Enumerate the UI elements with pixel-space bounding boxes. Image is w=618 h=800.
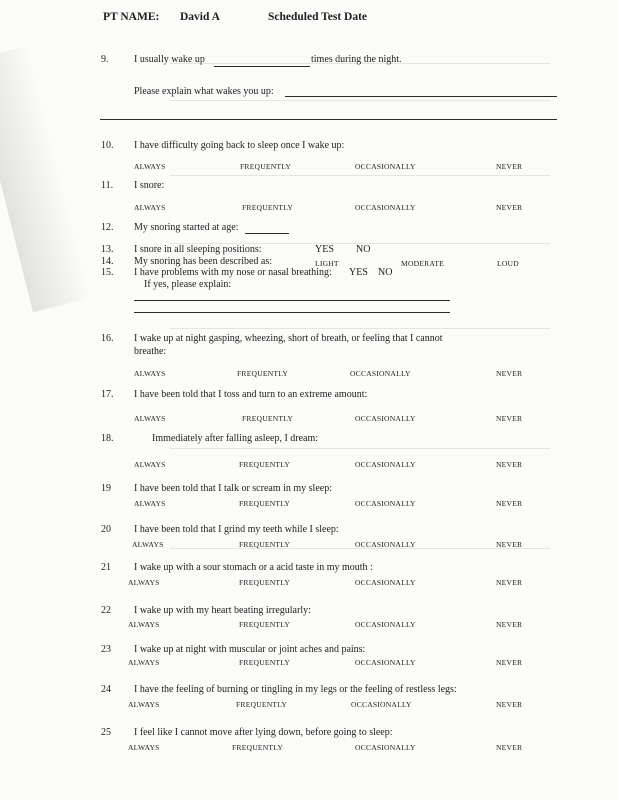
q24-text: I have the feeling of burning or tingling in my legs or the feeling of restless legs:	[134, 684, 457, 695]
q18-options	[0, 460, 618, 472]
q23-option-never[interactable]: NEVER	[496, 658, 523, 667]
q18-option-always[interactable]: ALWAYS	[134, 460, 166, 469]
q11-option-frequently[interactable]: FREQUENTLY	[242, 203, 294, 212]
q9-explain-label: Please explain what wakes you up:	[134, 86, 274, 97]
q21-options	[0, 578, 618, 590]
q25-text: I feel like I cannot move after lying down, before going to sleep:	[134, 727, 393, 738]
q12-text: My snoring started at age:	[134, 222, 239, 233]
q24-number: 24	[101, 684, 111, 695]
q18-number: 18.	[101, 433, 114, 444]
q24-option-always[interactable]: ALWAYS	[128, 700, 160, 709]
q15-sub-label: If yes, please explain:	[144, 279, 232, 290]
q15-explain-field-2[interactable]	[134, 312, 450, 313]
q25-number: 25	[101, 727, 111, 738]
bleed-line	[170, 328, 550, 329]
q24-option-occasionally[interactable]: OCCASIONALLY	[351, 700, 412, 709]
q9-text-b: times during the night.	[311, 54, 402, 65]
q25-option-frequently[interactable]: FREQUENTLY	[232, 743, 284, 752]
q14-loud[interactable]: LOUD	[497, 259, 519, 268]
q13-number: 13.	[101, 244, 114, 255]
q19-text: I have been told that I talk or scream in my sleep:	[134, 483, 332, 494]
q22-option-frequently[interactable]: FREQUENTLY	[239, 620, 291, 629]
scheduled-test-date-label: Scheduled Test Date	[268, 11, 368, 23]
q10-number: 10.	[101, 140, 114, 151]
q10-options	[0, 162, 618, 174]
q22-option-always[interactable]: ALWAYS	[128, 620, 160, 629]
q23-option-occasionally[interactable]: OCCASIONALLY	[355, 658, 416, 667]
bleed-line	[170, 100, 550, 101]
q11-option-occasionally[interactable]: OCCASIONALLY	[355, 203, 416, 212]
q25-option-always[interactable]: ALWAYS	[128, 743, 160, 752]
q10-option-frequently[interactable]: FREQUENTLY	[240, 162, 292, 171]
q19-option-frequently[interactable]: FREQUENTLY	[239, 499, 291, 508]
bleed-line	[170, 448, 550, 449]
q23-text: I wake up at night with muscular or joint aches and pains:	[134, 644, 366, 655]
q21-option-always[interactable]: ALWAYS	[128, 578, 160, 587]
q24-option-frequently[interactable]: FREQUENTLY	[236, 700, 288, 709]
q9-text-a: I usually wake up	[134, 54, 205, 65]
q16-number: 16.	[101, 333, 114, 344]
q21-option-never[interactable]: NEVER	[496, 578, 523, 587]
q16-option-always[interactable]: ALWAYS	[134, 369, 166, 378]
q23-option-frequently[interactable]: FREQUENTLY	[239, 658, 291, 667]
q16-text-a: I wake up at night gasping, wheezing, short of breath, or feeling that I cannot	[134, 333, 443, 344]
q19-option-occasionally[interactable]: OCCASIONALLY	[355, 499, 416, 508]
q14-text: My snoring has been described as:	[134, 256, 273, 267]
q18-option-frequently[interactable]: FREQUENTLY	[239, 460, 291, 469]
q25-option-never[interactable]: NEVER	[496, 743, 523, 752]
q14-number: 14.	[101, 256, 114, 267]
q11-text: I snore:	[134, 180, 165, 191]
q19-option-always[interactable]: ALWAYS	[134, 499, 166, 508]
q17-text: I have been told that I toss and turn to an extreme amount:	[134, 389, 368, 400]
q22-option-never[interactable]: NEVER	[496, 620, 523, 629]
q14-moderate[interactable]: MODERATE	[401, 259, 444, 268]
q9-number: 9.	[101, 54, 109, 65]
q17-option-occasionally[interactable]: OCCASIONALLY	[355, 414, 416, 423]
q11-number: 11.	[101, 180, 114, 191]
q17-number: 17.	[101, 389, 114, 400]
q23-option-always[interactable]: ALWAYS	[128, 658, 160, 667]
q13-no[interactable]: NO	[356, 244, 371, 255]
pt-name-label: PT NAME:	[103, 11, 160, 23]
q12-age-field[interactable]	[245, 233, 289, 234]
q23-number: 23	[101, 644, 111, 655]
q20-option-never[interactable]: NEVER	[496, 540, 523, 549]
q24-option-never[interactable]: NEVER	[496, 700, 523, 709]
q16-text-b: breathe:	[134, 346, 167, 357]
q20-option-always[interactable]: ALWAYS	[132, 540, 164, 549]
q15-no[interactable]: NO	[378, 267, 393, 278]
q20-number: 20	[101, 524, 111, 535]
q17-option-always[interactable]: ALWAYS	[134, 414, 166, 423]
q15-text: I have problems with my nose or nasal breathing:	[134, 267, 332, 278]
q25-options	[0, 743, 618, 755]
q21-option-frequently[interactable]: FREQUENTLY	[239, 578, 291, 587]
q10-option-never[interactable]: NEVER	[496, 162, 523, 171]
q22-number: 22	[101, 605, 111, 616]
q9-explain-field-2[interactable]	[100, 119, 557, 120]
scan-shadow	[0, 45, 91, 312]
q11-option-never[interactable]: NEVER	[496, 203, 523, 212]
q10-text: I have difficulty going back to sleep once I wake up:	[134, 140, 345, 151]
q17-option-frequently[interactable]: FREQUENTLY	[242, 414, 294, 423]
q21-option-occasionally[interactable]: OCCASIONALLY	[355, 578, 416, 587]
q20-options	[0, 540, 618, 552]
q9-wake-count-field[interactable]	[214, 66, 310, 67]
q9-explain-field[interactable]	[285, 96, 557, 97]
q10-option-occasionally[interactable]: OCCASIONALLY	[355, 162, 416, 171]
q23-options	[0, 658, 618, 670]
q20-option-frequently[interactable]: FREQUENTLY	[239, 540, 291, 549]
q14-light[interactable]: LIGHT	[315, 259, 339, 268]
pt-name-value: David A	[180, 11, 220, 23]
bleed-line	[170, 175, 550, 176]
q10-option-always[interactable]: ALWAYS	[134, 162, 166, 171]
q12-number: 12.	[101, 222, 114, 233]
q15-number: 15.	[101, 267, 114, 278]
q18-option-never[interactable]: NEVER	[496, 460, 523, 469]
q16-options	[0, 369, 618, 381]
q18-text: Immediately after falling asleep, I dream:	[152, 433, 319, 444]
q22-option-occasionally[interactable]: OCCASIONALLY	[355, 620, 416, 629]
q16-option-occasionally[interactable]: OCCASIONALLY	[350, 369, 411, 378]
q22-text: I wake up with my heart beating irregularly:	[134, 605, 311, 616]
q16-option-never[interactable]: NEVER	[496, 369, 523, 378]
q17-options	[0, 414, 618, 426]
q22-options	[0, 620, 618, 632]
q19-option-never[interactable]: NEVER	[496, 499, 523, 508]
q13-yes[interactable]: YES	[315, 244, 334, 255]
q17-option-never[interactable]: NEVER	[496, 414, 523, 423]
q19-number: 19	[101, 483, 111, 494]
q19-options	[0, 499, 618, 511]
q20-text: I have been told that I grind my teeth while I sleep:	[134, 524, 339, 535]
q11-options	[0, 203, 618, 215]
q15-yes[interactable]: YES	[349, 267, 368, 278]
q13-text: I snore in all sleeping positions:	[134, 244, 262, 255]
q21-text: I wake up with a sour stomach or a acid taste in my mouth :	[134, 562, 373, 573]
q21-number: 21	[101, 562, 111, 573]
q11-option-always[interactable]: ALWAYS	[134, 203, 166, 212]
q25-option-occasionally[interactable]: OCCASIONALLY	[355, 743, 416, 752]
q18-option-occasionally[interactable]: OCCASIONALLY	[355, 460, 416, 469]
q16-option-frequently[interactable]: FREQUENTLY	[237, 369, 289, 378]
q15-explain-field[interactable]	[134, 300, 450, 301]
q20-option-occasionally[interactable]: OCCASIONALLY	[355, 540, 416, 549]
q24-options	[0, 700, 618, 712]
